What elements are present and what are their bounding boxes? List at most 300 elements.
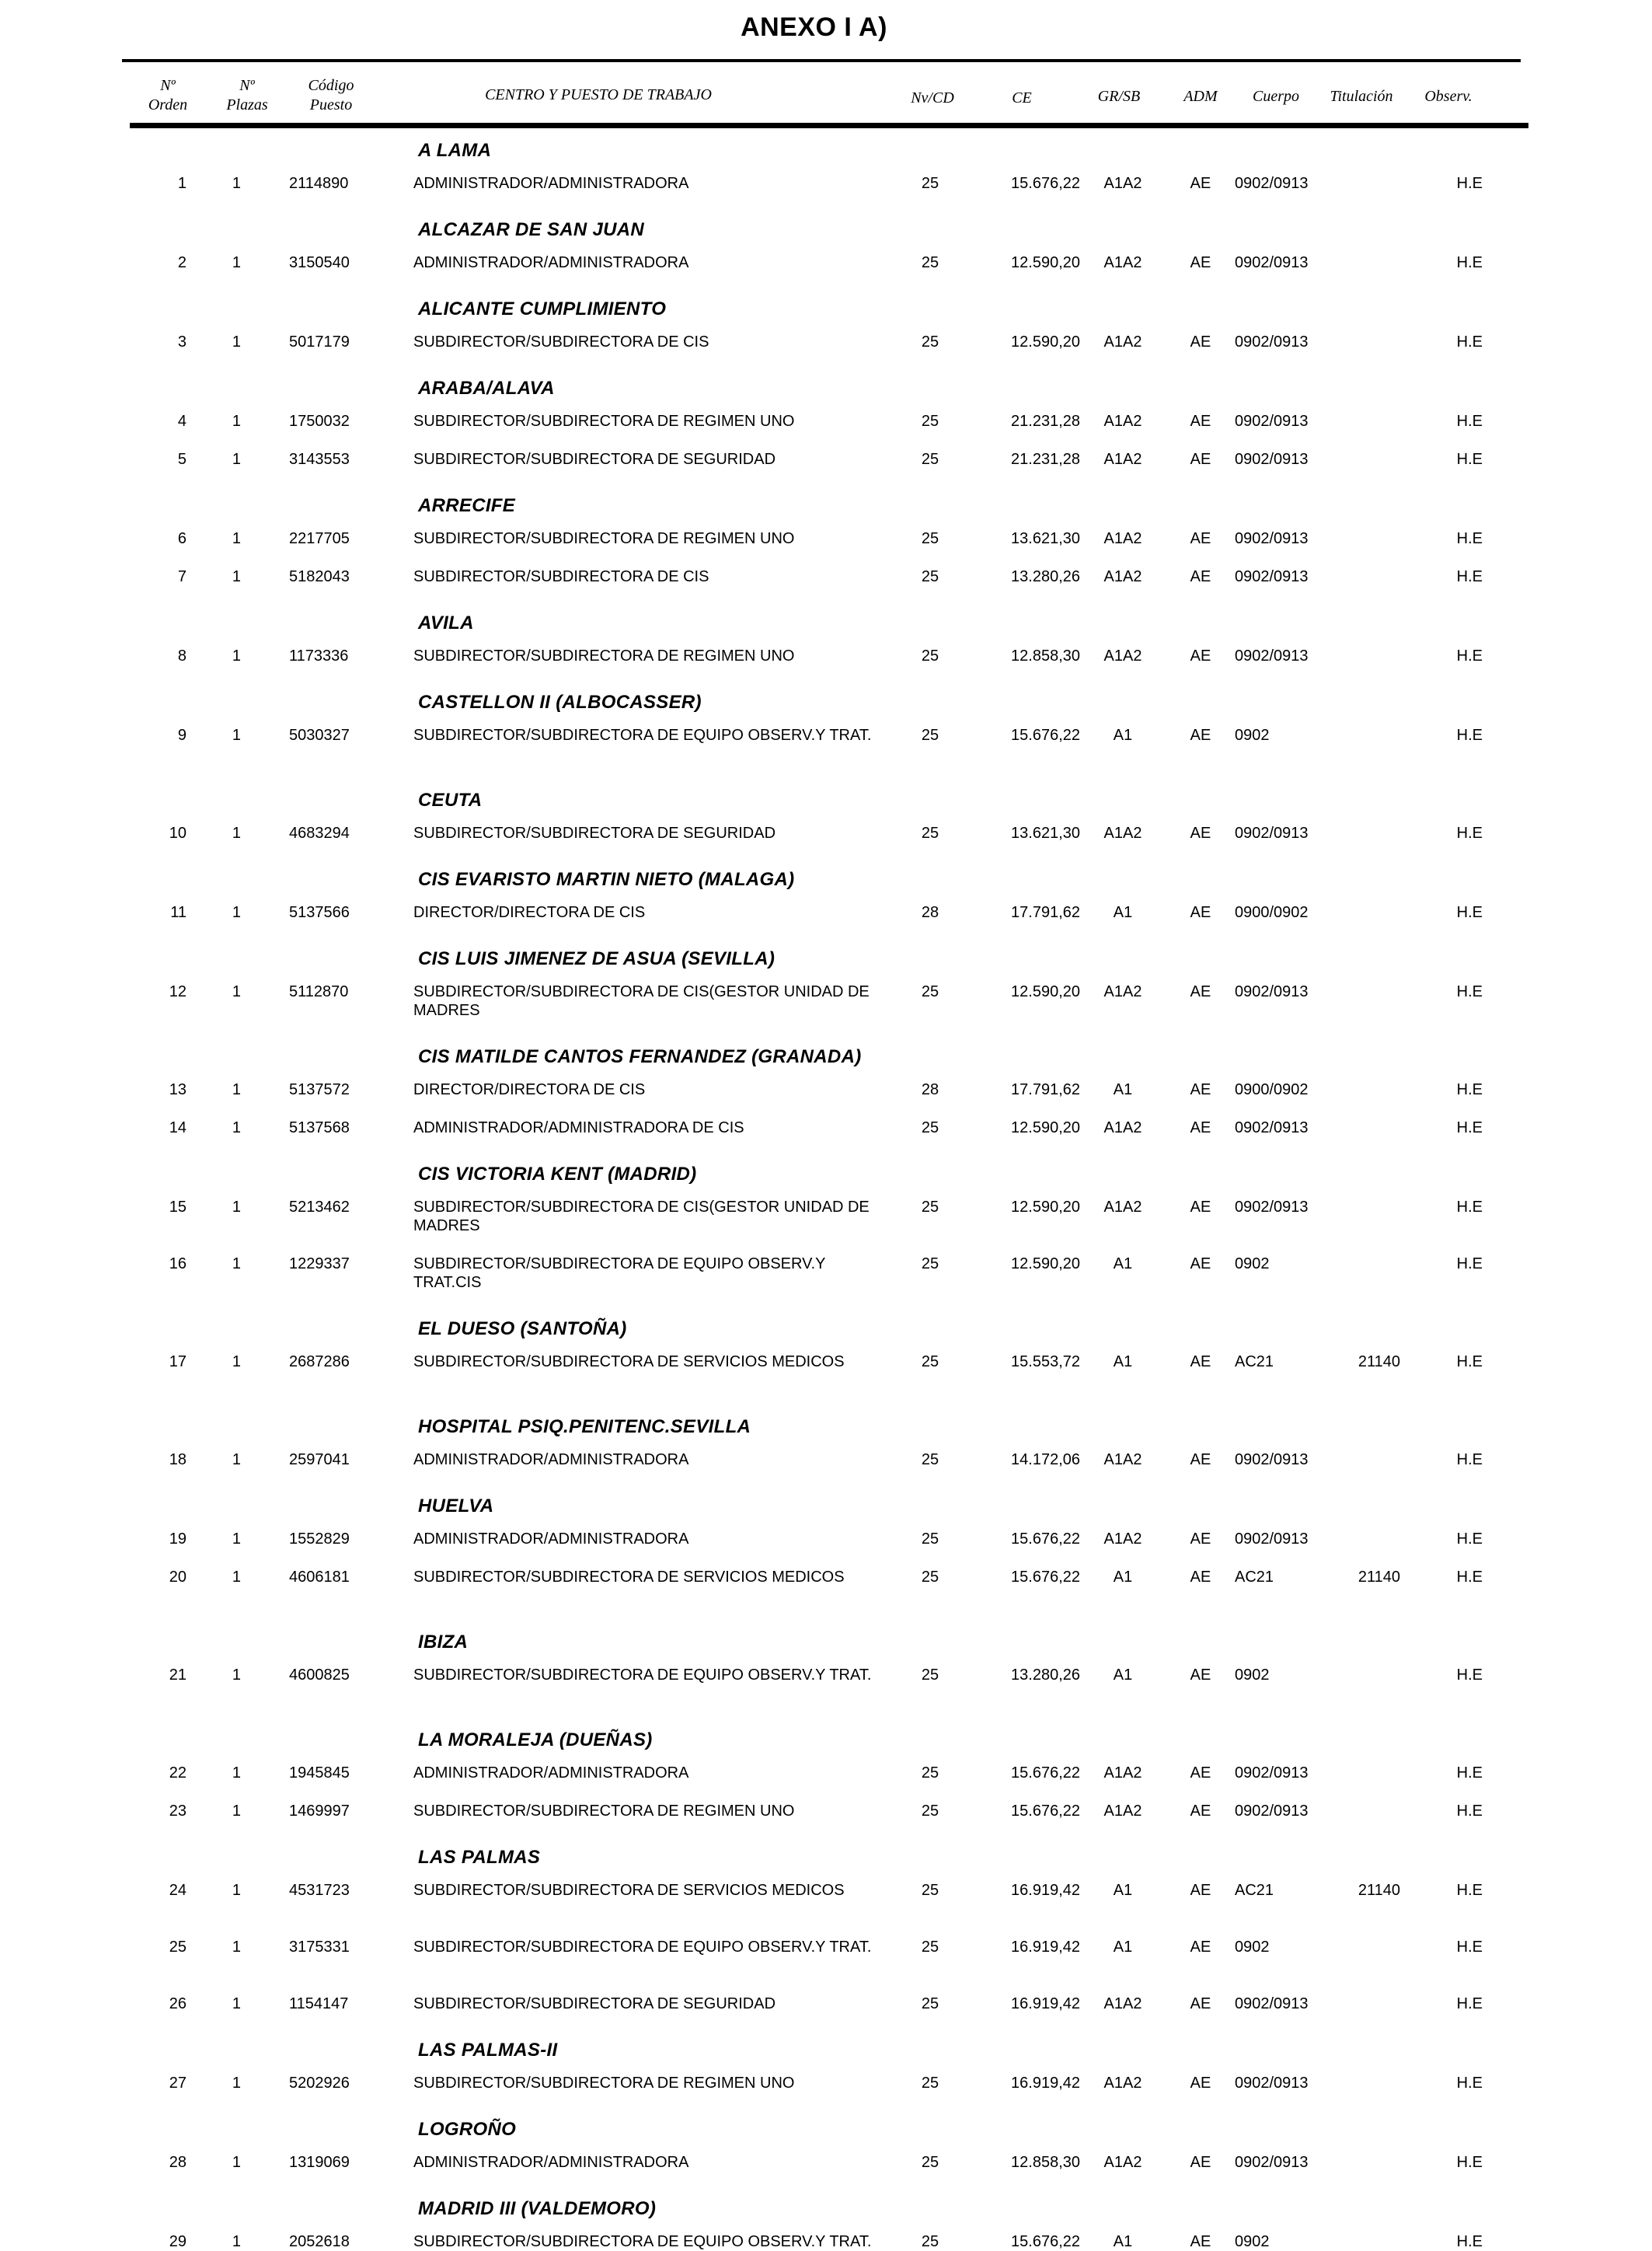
cell-grupo: A1A2 xyxy=(1103,983,1142,1000)
cell-adm: AE xyxy=(1190,1569,1211,1586)
cell-ce: 15.553,72 xyxy=(1011,1353,1080,1370)
cell-ce: 21.231,28 xyxy=(1011,451,1080,468)
cell-ce: 12.590,20 xyxy=(1011,254,1080,271)
cell-adm: AE xyxy=(1190,333,1211,351)
cell-orden: 12 xyxy=(169,983,186,1000)
cell-plazas: 1 xyxy=(232,1764,241,1782)
cell-ce: 15.676,22 xyxy=(1011,1803,1080,1820)
cell-plazas: 1 xyxy=(232,2075,241,2092)
cell-adm: AE xyxy=(1190,983,1211,1000)
cell-ce: 15.676,22 xyxy=(1011,1530,1080,1548)
cell-puesto: SUBDIRECTOR/SUBDIRECTORA DE REGIMEN UNO xyxy=(413,2075,795,2092)
cell-cuerpo: 0902/0913 xyxy=(1235,647,1309,665)
cell-cuerpo: 0902/0913 xyxy=(1235,413,1309,430)
cell-grupo: A1A2 xyxy=(1103,451,1142,468)
cell-cuerpo: 0902/0913 xyxy=(1235,1199,1309,1216)
cell-grupo: A1A2 xyxy=(1103,2154,1142,2171)
centro-heading: LA MORALEJA (DUEÑAS) xyxy=(418,1729,653,1750)
cell-codigo: 1173336 xyxy=(289,647,349,665)
cell-orden: 15 xyxy=(169,1199,186,1216)
cell-orden: 4 xyxy=(177,413,186,430)
centro-heading: CIS EVARISTO MARTIN NIETO (MALAGA) xyxy=(418,869,795,890)
cell-codigo: 5182043 xyxy=(289,568,350,585)
cell-adm: AE xyxy=(1190,1803,1211,1820)
cell-ce: 13.621,30 xyxy=(1011,530,1080,547)
cell-grupo: A1A2 xyxy=(1103,647,1142,665)
cell-codigo: 3150540 xyxy=(289,254,350,271)
cell-codigo: 4531723 xyxy=(289,1882,350,1899)
header-codigo-line1: Código xyxy=(308,77,354,94)
cell-adm: AE xyxy=(1190,1882,1211,1899)
cell-observ: H.E xyxy=(1456,825,1483,842)
cell-orden: 29 xyxy=(169,2233,186,2250)
cell-adm: AE xyxy=(1190,1530,1211,1548)
cell-adm: AE xyxy=(1190,254,1211,271)
cell-plazas: 1 xyxy=(232,451,241,468)
header-ce: CE xyxy=(1012,89,1032,106)
cell-cuerpo: 0902/0913 xyxy=(1235,333,1309,351)
cell-nivel: 25 xyxy=(921,1199,939,1216)
cell-cuerpo: 0902/0913 xyxy=(1235,2154,1309,2171)
cell-codigo: 1319069 xyxy=(289,2154,350,2171)
cell-orden: 14 xyxy=(169,1119,186,1136)
cell-cuerpo: 0902/0913 xyxy=(1235,1764,1309,1782)
header-orden-line2: Orden xyxy=(148,96,188,113)
centro-heading: CASTELLON II (ALBOCASSER) xyxy=(418,692,702,713)
cell-observ: H.E xyxy=(1456,1882,1483,1899)
cell-nivel: 25 xyxy=(921,2154,939,2171)
centro-heading: CEUTA xyxy=(418,790,483,811)
cell-observ: H.E xyxy=(1456,1995,1483,2012)
cell-observ: H.E xyxy=(1456,1081,1483,1098)
centro-heading: LOGROÑO xyxy=(418,2119,517,2140)
cell-observ: H.E xyxy=(1456,451,1483,468)
cell-cuerpo: AC21 xyxy=(1235,1569,1274,1586)
cell-observ: H.E xyxy=(1456,727,1483,744)
centro-heading: AVILA xyxy=(418,612,474,633)
cell-orden: 2 xyxy=(177,254,186,271)
cell-nivel: 25 xyxy=(921,254,939,271)
cell-codigo: 5137566 xyxy=(289,904,350,921)
cell-ce: 12.590,20 xyxy=(1011,1119,1080,1136)
cell-codigo: 4606181 xyxy=(289,1569,350,1586)
cell-codigo: 1945845 xyxy=(289,1764,350,1782)
cell-grupo: A1A2 xyxy=(1103,254,1142,271)
cell-observ: H.E xyxy=(1456,333,1483,351)
cell-ce: 16.919,42 xyxy=(1011,2075,1080,2092)
cell-codigo: 5202926 xyxy=(289,2075,350,2092)
cell-codigo: 2687286 xyxy=(289,1353,350,1370)
cell-puesto: SUBDIRECTOR/SUBDIRECTORA DE REGIMEN UNO xyxy=(413,647,795,665)
cell-puesto: SUBDIRECTOR/SUBDIRECTORA DE CIS xyxy=(413,333,709,351)
header-codigo-line2: Puesto xyxy=(309,96,353,113)
header-observ: Observ. xyxy=(1424,88,1473,105)
cell-nivel: 25 xyxy=(921,1451,939,1468)
cell-orden: 7 xyxy=(177,568,186,585)
cell-observ: H.E xyxy=(1456,1939,1483,1956)
centro-heading: A LAMA xyxy=(418,140,492,161)
cell-ce: 12.590,20 xyxy=(1011,333,1080,351)
cell-titulacion: 21140 xyxy=(1357,1882,1400,1899)
cell-plazas: 1 xyxy=(232,1882,241,1899)
header-adm: ADM xyxy=(1183,88,1218,105)
cell-ce: 15.676,22 xyxy=(1011,175,1080,192)
cell-codigo: 2217705 xyxy=(289,530,350,547)
cell-nivel: 25 xyxy=(921,530,939,547)
cell-grupo: A1A2 xyxy=(1103,1119,1142,1136)
cell-observ: H.E xyxy=(1456,1569,1483,1586)
cell-cuerpo: 0902/0913 xyxy=(1235,254,1309,271)
cell-puesto: SUBDIRECTOR/SUBDIRECTORA DE REGIMEN UNO xyxy=(413,530,795,547)
cell-plazas: 1 xyxy=(232,825,241,842)
cell-grupo: A1 xyxy=(1113,1255,1133,1272)
cell-codigo: 5017179 xyxy=(289,333,350,351)
cell-nivel: 25 xyxy=(921,333,939,351)
cell-puesto: ADMINISTRADOR/ADMINISTRADORA xyxy=(413,2154,689,2171)
cell-adm: AE xyxy=(1190,1353,1211,1370)
cell-adm: AE xyxy=(1190,1119,1211,1136)
cell-codigo: 4683294 xyxy=(289,825,350,842)
cell-adm: AE xyxy=(1190,2233,1211,2250)
cell-orden: 19 xyxy=(169,1530,186,1548)
cell-orden: 11 xyxy=(170,904,186,921)
cell-grupo: A1 xyxy=(1113,727,1133,744)
cell-plazas: 1 xyxy=(232,1995,241,2012)
cell-grupo: A1 xyxy=(1113,1939,1133,1956)
cell-cuerpo: AC21 xyxy=(1235,1882,1274,1899)
cell-adm: AE xyxy=(1190,530,1211,547)
cell-observ: H.E xyxy=(1456,1803,1483,1820)
cell-codigo: 2597041 xyxy=(289,1451,350,1468)
cell-orden: 18 xyxy=(169,1451,186,1468)
cell-nivel: 28 xyxy=(921,1081,939,1098)
cell-adm: AE xyxy=(1190,904,1211,921)
cell-orden: 27 xyxy=(169,2075,186,2092)
cell-grupo: A1 xyxy=(1113,2233,1133,2250)
cell-observ: H.E xyxy=(1456,1666,1483,1684)
cell-cuerpo: 0902/0913 xyxy=(1235,983,1309,1000)
cell-nivel: 25 xyxy=(921,1530,939,1548)
cell-adm: AE xyxy=(1190,1199,1211,1216)
cell-observ: H.E xyxy=(1456,1451,1483,1468)
cell-plazas: 1 xyxy=(232,1451,241,1468)
cell-plazas: 1 xyxy=(232,1939,241,1956)
cell-ce: 16.919,42 xyxy=(1011,1995,1080,2012)
cell-observ: H.E xyxy=(1456,1255,1483,1272)
cell-observ: H.E xyxy=(1456,413,1483,430)
cell-orden: 10 xyxy=(169,825,186,842)
cell-nivel: 25 xyxy=(921,451,939,468)
cell-nivel: 25 xyxy=(921,647,939,665)
cell-adm: AE xyxy=(1190,568,1211,585)
cell-codigo: 5112870 xyxy=(289,983,349,1000)
cell-puesto: ADMINISTRADOR/ADMINISTRADORA xyxy=(413,254,689,271)
cell-orden: 9 xyxy=(177,727,186,744)
cell-nivel: 25 xyxy=(921,1353,939,1370)
centro-heading: CIS MATILDE CANTOS FERNANDEZ (GRANADA) xyxy=(418,1046,862,1067)
cell-plazas: 1 xyxy=(232,647,241,665)
cell-nivel: 25 xyxy=(921,1995,939,2012)
cell-cuerpo: 0902/0913 xyxy=(1235,530,1309,547)
centro-heading: ARABA/ALAVA xyxy=(418,378,555,399)
cell-grupo: A1A2 xyxy=(1103,825,1142,842)
centro-heading: ALCAZAR DE SAN JUAN xyxy=(418,219,645,240)
cell-observ: H.E xyxy=(1456,1119,1483,1136)
cell-ce: 15.676,22 xyxy=(1011,1764,1080,1782)
cell-ce: 12.590,20 xyxy=(1011,1199,1080,1216)
cell-orden: 25 xyxy=(169,1939,186,1956)
cell-codigo: 2052618 xyxy=(289,2233,350,2250)
cell-puesto: SUBDIRECTOR/SUBDIRECTORA DE EQUIPO OBSERV.Y TRAT. xyxy=(413,1666,872,1684)
cell-cuerpo: 0902/0913 xyxy=(1235,175,1309,192)
cell-puesto: DIRECTOR/DIRECTORA DE CIS xyxy=(413,1081,646,1098)
cell-grupo: A1 xyxy=(1113,1882,1133,1899)
cell-plazas: 1 xyxy=(232,1119,241,1136)
header-cuerpo: Cuerpo xyxy=(1253,88,1299,105)
cell-adm: AE xyxy=(1190,1666,1211,1684)
cell-observ: H.E xyxy=(1456,568,1483,585)
cell-orden: 24 xyxy=(169,1882,186,1899)
header-grsb: GR/SB xyxy=(1097,88,1141,105)
cell-grupo: A1A2 xyxy=(1103,1530,1142,1548)
cell-puesto: DIRECTOR/DIRECTORA DE CIS xyxy=(413,904,646,921)
cell-cuerpo: 0900/0902 xyxy=(1235,1081,1309,1098)
cell-grupo: A1A2 xyxy=(1103,1803,1142,1820)
cell-orden: 20 xyxy=(169,1569,186,1586)
cell-plazas: 1 xyxy=(232,568,241,585)
cell-plazas: 1 xyxy=(232,983,241,1000)
cell-orden: 22 xyxy=(169,1764,186,1782)
cell-plazas: 1 xyxy=(232,1530,241,1548)
cell-observ: H.E xyxy=(1456,175,1483,192)
cell-orden: 13 xyxy=(169,1081,186,1098)
cell-observ: H.E xyxy=(1456,1199,1483,1216)
cell-nivel: 25 xyxy=(921,1803,939,1820)
cell-puesto: SUBDIRECTOR/SUBDIRECTORA DE EQUIPO OBSERV.Y TRAT. xyxy=(413,1939,872,1956)
cell-adm: AE xyxy=(1190,1451,1211,1468)
centro-heading: IBIZA xyxy=(418,1632,469,1652)
cell-cuerpo: 0900/0902 xyxy=(1235,904,1309,921)
cell-ce: 15.676,22 xyxy=(1011,727,1080,744)
cell-ce: 12.858,30 xyxy=(1011,2154,1080,2171)
cell-codigo: 5030327 xyxy=(289,727,350,744)
cell-plazas: 1 xyxy=(232,727,241,744)
cell-orden: 5 xyxy=(177,451,186,468)
cell-codigo: 1469997 xyxy=(289,1803,350,1820)
cell-plazas: 1 xyxy=(232,1081,241,1098)
cell-nivel: 25 xyxy=(921,1255,939,1272)
cell-puesto: SUBDIRECTOR/SUBDIRECTORA DE SERVICIOS MEDICOS xyxy=(413,1353,845,1370)
cell-plazas: 1 xyxy=(232,175,241,192)
cell-cuerpo: 0902 xyxy=(1235,2233,1270,2250)
cell-puesto: SUBDIRECTOR/SUBDIRECTORA DE SERVICIOS MEDICOS xyxy=(413,1882,845,1899)
cell-grupo: A1A2 xyxy=(1103,530,1142,547)
cell-codigo: 5213462 xyxy=(289,1199,350,1216)
cell-orden: 21 xyxy=(169,1666,186,1684)
cell-nivel: 25 xyxy=(921,983,939,1000)
cell-grupo: A1 xyxy=(1113,1353,1133,1370)
cell-cuerpo: 0902 xyxy=(1235,1666,1270,1684)
cell-adm: AE xyxy=(1190,451,1211,468)
cell-cuerpo: 0902/0913 xyxy=(1235,568,1309,585)
cell-adm: AE xyxy=(1190,1764,1211,1782)
cell-codigo: 4600825 xyxy=(289,1666,350,1684)
cell-cuerpo: 0902/0913 xyxy=(1235,825,1309,842)
cell-grupo: A1A2 xyxy=(1103,1199,1142,1216)
cell-ce: 13.621,30 xyxy=(1011,825,1080,842)
cell-ce: 17.791,62 xyxy=(1011,904,1080,921)
cell-ce: 16.919,42 xyxy=(1011,1882,1080,1899)
cell-cuerpo: 0902/0913 xyxy=(1235,1119,1309,1136)
cell-puesto: SUBDIRECTOR/SUBDIRECTORA DE EQUIPO OBSERV.Y TRAT. xyxy=(413,2233,872,2250)
cell-codigo: 2114890 xyxy=(289,175,349,192)
cell-grupo: A1A2 xyxy=(1103,1764,1142,1782)
cell-nivel: 25 xyxy=(921,727,939,744)
header-titulacion: Titulación xyxy=(1330,88,1393,105)
cell-adm: AE xyxy=(1190,825,1211,842)
cell-orden: 28 xyxy=(169,2154,186,2171)
cell-nivel: 25 xyxy=(921,1666,939,1684)
cell-plazas: 1 xyxy=(232,1803,241,1820)
centro-heading: ARRECIFE xyxy=(418,495,516,516)
cell-plazas: 1 xyxy=(232,1255,241,1272)
cell-puesto: SUBDIRECTOR/SUBDIRECTORA DE SEGURIDAD xyxy=(413,451,776,468)
cell-puesto: SUBDIRECTOR/SUBDIRECTORA DE REGIMEN UNO xyxy=(413,413,795,430)
cell-nivel: 25 xyxy=(921,2233,939,2250)
centro-heading: LAS PALMAS xyxy=(418,1847,541,1868)
cell-codigo: 1750032 xyxy=(289,413,350,430)
cell-observ: H.E xyxy=(1456,530,1483,547)
cell-observ: H.E xyxy=(1456,2154,1483,2171)
cell-codigo: 5137572 xyxy=(289,1081,350,1098)
cell-puesto: SUBDIRECTOR/SUBDIRECTORA DE SEGURIDAD xyxy=(413,1995,776,2012)
cell-plazas: 1 xyxy=(232,1569,241,1586)
cell-grupo: A1A2 xyxy=(1103,1995,1142,2012)
cell-grupo: A1A2 xyxy=(1103,175,1142,192)
cell-cuerpo: 0902/0913 xyxy=(1235,1451,1309,1468)
cell-orden: 8 xyxy=(177,647,186,665)
cell-titulacion: 21140 xyxy=(1357,1569,1400,1586)
cell-ce: 12.590,20 xyxy=(1011,1255,1080,1272)
cell-codigo: 3143553 xyxy=(289,451,350,468)
cell-observ: H.E xyxy=(1456,2233,1483,2250)
cell-observ: H.E xyxy=(1456,1353,1483,1370)
cell-nivel: 25 xyxy=(921,1939,939,1956)
cell-ce: 15.676,22 xyxy=(1011,2233,1080,2250)
cell-ce: 15.676,22 xyxy=(1011,1569,1080,1586)
cell-codigo: 1229337 xyxy=(289,1255,350,1272)
cell-puesto: SUBDIRECTOR/SUBDIRECTORA DE REGIMEN UNO xyxy=(413,1803,795,1820)
cell-observ: H.E xyxy=(1456,983,1483,1000)
cell-nivel: 25 xyxy=(921,2075,939,2092)
cell-grupo: A1A2 xyxy=(1103,1451,1142,1468)
cell-adm: AE xyxy=(1190,1939,1211,1956)
header-plazas-line1: Nº xyxy=(239,77,255,94)
cell-nivel: 25 xyxy=(921,1569,939,1586)
cell-adm: AE xyxy=(1190,413,1211,430)
cell-cuerpo: 0902 xyxy=(1235,1939,1270,1956)
cell-cuerpo: 0902/0913 xyxy=(1235,2075,1309,2092)
cell-adm: AE xyxy=(1190,1081,1211,1098)
centro-heading: HOSPITAL PSIQ.PENITENC.SEVILLA xyxy=(418,1416,751,1437)
cell-plazas: 1 xyxy=(232,1353,241,1370)
cell-plazas: 1 xyxy=(232,530,241,547)
centro-heading: LAS PALMAS-II xyxy=(418,2040,558,2061)
cell-orden: 17 xyxy=(169,1353,186,1370)
cell-puesto: ADMINISTRADOR/ADMINISTRADORA xyxy=(413,1530,689,1548)
cell-puesto: ADMINISTRADOR/ADMINISTRADORA xyxy=(413,1764,689,1782)
cell-puesto: SUBDIRECTOR/SUBDIRECTORA DE CIS(GESTOR UNIDAD DE MADRES xyxy=(413,983,870,1019)
cell-orden: 26 xyxy=(169,1995,186,2012)
page-title: ANEXO I A) xyxy=(741,12,887,42)
cell-puesto: SUBDIRECTOR/SUBDIRECTORA DE CIS xyxy=(413,568,709,585)
cell-orden: 6 xyxy=(177,530,186,547)
cell-observ: H.E xyxy=(1456,1764,1483,1782)
centro-heading: EL DUESO (SANTOÑA) xyxy=(418,1318,627,1339)
cell-ce: 17.791,62 xyxy=(1011,1081,1080,1098)
cell-observ: H.E xyxy=(1456,904,1483,921)
cell-grupo: A1A2 xyxy=(1103,413,1142,430)
cell-adm: AE xyxy=(1190,2075,1211,2092)
cell-grupo: A1 xyxy=(1113,1666,1133,1684)
header-plazas-line2: Plazas xyxy=(226,96,268,113)
cell-puesto: ADMINISTRADOR/ADMINISTRADORA DE CIS xyxy=(413,1119,744,1136)
header-orden-line1: Nº xyxy=(160,77,176,94)
cell-grupo: A1 xyxy=(1113,1081,1133,1098)
cell-nivel: 25 xyxy=(921,413,939,430)
cell-plazas: 1 xyxy=(232,254,241,271)
cell-nivel: 25 xyxy=(921,1119,939,1136)
centro-heading: ALICANTE CUMPLIMIENTO xyxy=(418,298,667,319)
cell-observ: H.E xyxy=(1456,254,1483,271)
cell-cuerpo: 0902 xyxy=(1235,1255,1270,1272)
cell-orden: 1 xyxy=(177,175,186,192)
cell-plazas: 1 xyxy=(232,2154,241,2171)
cell-adm: AE xyxy=(1190,1255,1211,1272)
cell-adm: AE xyxy=(1190,647,1211,665)
cell-ce: 12.858,30 xyxy=(1011,647,1080,665)
cell-nivel: 28 xyxy=(921,904,939,921)
cell-ce: 12.590,20 xyxy=(1011,983,1080,1000)
cell-adm: AE xyxy=(1190,2154,1211,2171)
cell-observ: H.E xyxy=(1456,1530,1483,1548)
cell-plazas: 1 xyxy=(232,2233,241,2250)
cell-observ: H.E xyxy=(1456,647,1483,665)
cell-titulacion: 21140 xyxy=(1357,1353,1400,1370)
cell-codigo: 1154147 xyxy=(289,1995,349,2012)
cell-ce: 13.280,26 xyxy=(1011,568,1080,585)
cell-puesto: SUBDIRECTOR/SUBDIRECTORA DE SEGURIDAD xyxy=(413,825,776,842)
cell-grupo: A1 xyxy=(1113,904,1133,921)
cell-orden: 3 xyxy=(177,333,186,351)
header-nvcd: Nv/CD xyxy=(911,89,954,106)
cell-grupo: A1 xyxy=(1113,1569,1133,1586)
cell-nivel: 25 xyxy=(921,1882,939,1899)
cell-codigo: 5137568 xyxy=(289,1119,350,1136)
centro-heading: MADRID III (VALDEMORO) xyxy=(418,2198,657,2219)
cell-puesto: SUBDIRECTOR/SUBDIRECTORA DE CIS(GESTOR UNIDAD DE MADRES xyxy=(413,1199,870,1234)
cell-grupo: A1A2 xyxy=(1103,568,1142,585)
cell-codigo: 3175331 xyxy=(289,1939,350,1956)
cell-cuerpo: 0902/0913 xyxy=(1235,1803,1309,1820)
header-centro: CENTRO Y PUESTO DE TRABAJO xyxy=(485,86,712,103)
centro-heading: CIS LUIS JIMENEZ DE ASUA (SEVILLA) xyxy=(418,948,775,969)
cell-ce: 13.280,26 xyxy=(1011,1666,1080,1684)
cell-cuerpo: AC21 xyxy=(1235,1353,1274,1370)
cell-observ: H.E xyxy=(1456,2075,1483,2092)
cell-plazas: 1 xyxy=(232,333,241,351)
cell-puesto: ADMINISTRADOR/ADMINISTRADORA xyxy=(413,1451,689,1468)
